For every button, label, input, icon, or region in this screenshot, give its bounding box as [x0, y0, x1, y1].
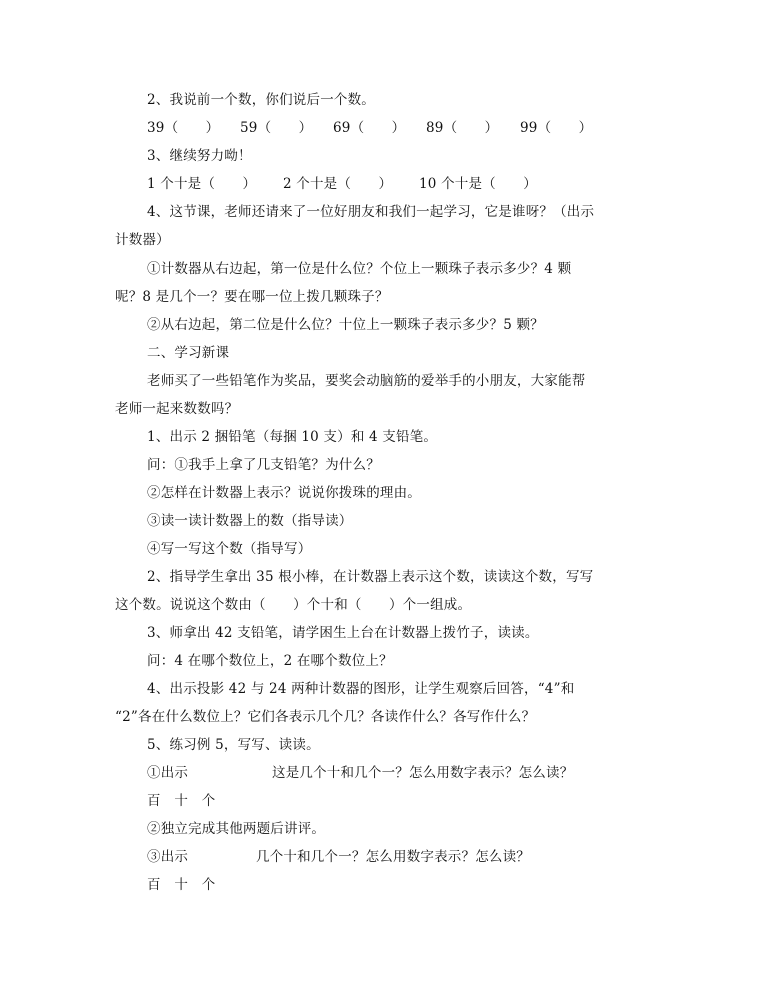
blank-item: 10 个十是（ ） [419, 176, 537, 192]
paragraph-line: 4、这节课，老师还请来了一位好朋友和我们一起学习，它是谁呀？（出示 [147, 204, 595, 220]
paragraph-line: 问：①我手上拿了几支铅笔？为什么？ [147, 457, 380, 473]
paragraph-line: 老师买了一些铅笔作为奖品，要奖会动脑筋的爱举手的小朋友，大家能帮 [147, 373, 586, 389]
blank-item: 2 个十是（ ） [283, 176, 393, 192]
blank-item: 1 个十是（ ） [147, 176, 257, 192]
paragraph-line: 这个数。说说这个数由（ ）个十和（ ）个一组成。 [115, 597, 472, 613]
paragraph-line: 呢？8 是几个一？要在哪一位上拨几颗珠子？ [115, 289, 389, 305]
paragraph-line: 5、练习例 5，写写、读读。 [147, 737, 320, 753]
blank-item: 69（ ） [333, 120, 406, 136]
show-label: ③出示 [147, 849, 189, 865]
paragraph-line: 1、出示 2 捆铅笔（每捆 10 支）和 4 支铅笔。 [147, 429, 438, 445]
blank-item: 39（ ） [147, 120, 220, 136]
paragraph-line: ④写一写这个数（指导写） [147, 541, 312, 557]
blank-item: 99（ ） [520, 120, 593, 136]
paragraph-line: ②从右边起，第二位是什么位？十位上一颗珠子表示多少？5 颗？ [147, 317, 544, 333]
paragraph-line: 3、师拿出 42 支铅笔，请学困生上台在计数器上拨竹子，读读。 [147, 625, 539, 641]
paragraph-line: 2、指导学生拿出 35 根小棒，在计数器上表示这个数，读读这个数，写写 [147, 569, 594, 585]
paragraph-line: ①计数器从右边起，第一位是什么位？个位上一颗珠子表示多少？4 颗 [147, 261, 572, 277]
paragraph-line: ③读一读计数器上的数（指导读） [147, 513, 353, 529]
question-text: 几个十和几个一？怎么用数字表示？怎么读？ [256, 849, 530, 865]
paragraph-line: 老师一起来数数吗？ [115, 401, 239, 417]
paragraph-line: 计数器） [115, 232, 170, 248]
place-value-labels: 百 十 个 [147, 877, 216, 893]
show-label: ①出示 [147, 765, 189, 781]
paragraph-line: 问：4 在哪个数位上，2 在哪个数位上？ [147, 653, 393, 669]
paragraph-line: ②独立完成其他两题后讲评。 [147, 821, 326, 837]
paragraph-line: 2、我说前一个数，你们说后一个数。 [147, 92, 375, 108]
question-text: 这是几个十和几个一？怎么用数字表示？怎么读？ [272, 765, 574, 781]
paragraph-line: “2”各在什么数位上？它们各表示几个几？各读作什么？各写作什么？ [115, 709, 536, 725]
section-heading: 二、学习新课 [147, 345, 230, 361]
paragraph-line: 3、继续努力呦！ [147, 148, 252, 164]
place-value-labels: 百 十 个 [147, 793, 216, 809]
blank-item: 89（ ） [426, 120, 499, 136]
blank-item: 59（ ） [240, 120, 313, 136]
paragraph-line: 4、出示投影 42 与 24 两种计数器的图形，让学生观察后回答，“4”和 [147, 681, 575, 697]
paragraph-line: ②怎样在计数器上表示？说说你拨珠的理由。 [147, 485, 421, 501]
